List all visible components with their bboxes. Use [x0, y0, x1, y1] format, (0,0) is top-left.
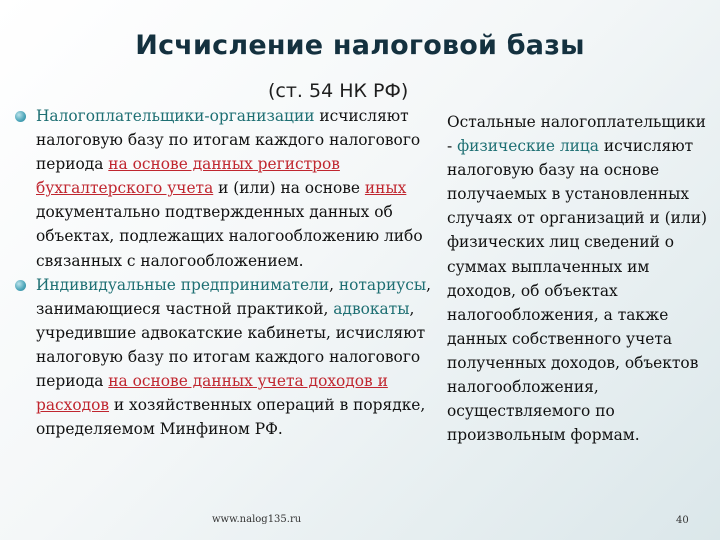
item1-text-2: и (или) на основе	[213, 179, 365, 198]
notaries-label: нотариусы	[338, 275, 427, 294]
bullet-item-entrepreneurs	[36, 273, 456, 442]
item2-text-3: , учредившие адвокатские кабинеты, исчисляют налоговую базу по итогам каждого налогового периода	[36, 299, 426, 391]
item2-text-1: ,	[329, 275, 339, 294]
footer-url[interactable]: www.nalog135.ru	[212, 514, 302, 525]
item2-text-4: и хозяйственных операций в порядке, определяемом Минфином РФ.	[36, 396, 426, 439]
bullet-icon	[15, 111, 26, 122]
page-number: 40	[676, 515, 689, 526]
accounting-registers-link[interactable]: на основе данных регистров бухгалтерского учета	[36, 155, 340, 198]
other-data-link[interactable]: иных	[364, 179, 407, 198]
bullet-item-organizations	[36, 104, 456, 273]
left-column	[36, 104, 456, 441]
organizations-label: Налогоплательщики-организации	[36, 107, 315, 125]
individuals-paragraph	[447, 110, 712, 447]
lawyers-label: адвокаты	[333, 299, 410, 318]
right-column	[447, 110, 712, 447]
item2-text-2: , занимающиеся частной практикой,	[36, 275, 432, 318]
item1-text-1: исчисляют налоговую базу по итогам каждого налогового периода	[36, 107, 421, 174]
right-text-1: Остальные налогоплательщики -	[447, 113, 706, 156]
individuals-label: физические лица	[457, 137, 599, 156]
item1-text-3: документально подтвержденных данных об объектах, подлежащих налогообложению либо связанных с налогообложением.	[36, 203, 423, 270]
slide-subtitle: (ст. 54 НК РФ)	[268, 80, 409, 102]
income-expense-accounting-link[interactable]: на основе данных учета доходов и расходов	[36, 372, 388, 415]
slide-title: Исчисление налоговой базы	[135, 30, 585, 61]
right-text-2: исчисляют налоговую базу на основе получаемых в установленных случаях от организаций и (или) физических лиц сведений о суммах выплаченных им доходов, об объектах налогообложения, а также данных собственного учета полученных доходов, объектов налогообложения, осуществляемого по произвольным формам.	[447, 137, 707, 445]
bullet-icon	[15, 280, 26, 291]
entrepreneurs-label: Индивидуальные предприниматели	[36, 275, 330, 294]
